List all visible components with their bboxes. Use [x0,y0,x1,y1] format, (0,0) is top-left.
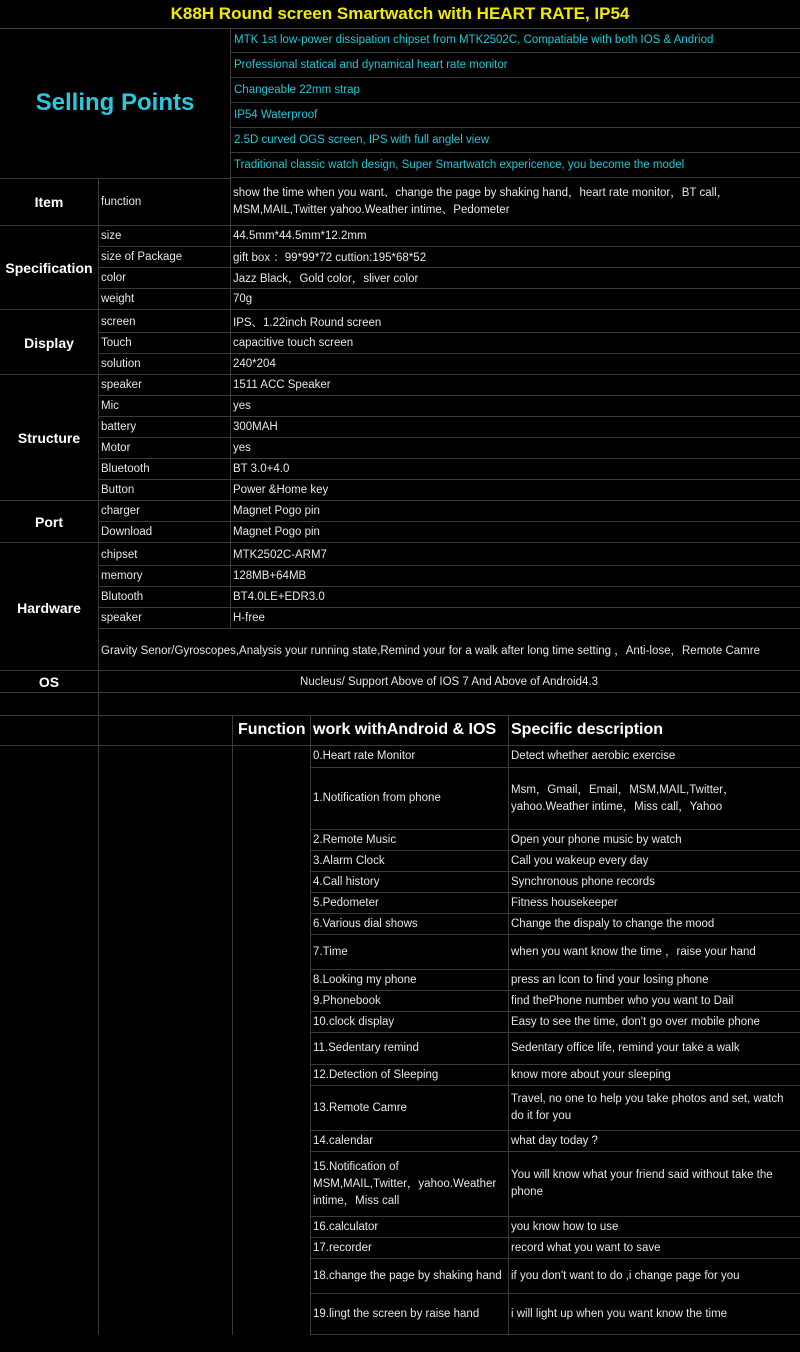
spec-value: Magnet Pogo pin [230,522,800,543]
function-description: you know how to use [508,1217,800,1238]
spec-value: Jazz Black，Gold color，sliver color [230,268,800,289]
spec-value: BT4.0LE+EDR3.0 [230,587,800,608]
spec-category-item: Item [0,178,98,226]
function-description: Detect whether aerobic exercise [508,745,800,768]
selling-point: Changeable 22mm strap [231,78,800,103]
function-description: if you don't want to do ,i change page for you [508,1259,800,1294]
spec-key: charger [98,501,230,522]
spec-category-specification: Specification [0,226,98,310]
spec-value: Magnet Pogo pin [230,501,800,522]
function-description: i will light up when you want know the time [508,1294,800,1335]
spec-key: memory [98,566,230,587]
spec-value: 300MAH [230,417,800,438]
selling-points-label: Selling Points [0,28,230,179]
spec-value: 240*204 [230,354,800,375]
spec-category-os: OS [0,671,98,693]
function-description: Msm，Gmail，Email，MSM,MAIL,Twitter，yahoo.Weather intime，Miss call，Yahoo [508,768,800,830]
selling-point: MTK 1st low-power dissipation chipset from MTK2502C, Compatiable with both IOS & Andriod [231,28,800,53]
spec-key: Motor [98,438,230,459]
function-name: 7.Time [310,935,508,970]
spec-value: 44.5mm*44.5mm*12.2mm [230,226,800,247]
spec-key: Blutooth [98,587,230,608]
function-name: 0.Heart rate Monitor [310,745,508,768]
spec-value: 128MB+64MB [230,566,800,587]
spec-key: chipset [98,545,230,566]
spec-value: capacitive touch screen [230,333,800,354]
spec-key: speaker [98,608,230,629]
spec-value: 1511 ACC Speaker [230,375,800,396]
function-name: 1.Notification from phone [310,768,508,830]
function-name: 17.recorder [310,1238,508,1259]
spec-value: Power &Home key [230,480,800,501]
function-name: 11.Sedentary remind [310,1033,508,1065]
spec-value: yes [230,396,800,417]
spec-value: BT 3.0+4.0 [230,459,800,480]
spec-key: solution [98,354,230,375]
spec-key: Mic [98,396,230,417]
function-name: 3.Alarm Clock [310,851,508,872]
spec-category-display: Display [0,312,98,375]
function-name: 8.Looking my phone [310,970,508,991]
selling-point: Traditional classic watch design, Super Smartwatch expericence, you become the model [231,153,800,178]
spec-key: weight [98,289,230,310]
spec-value: yes [230,438,800,459]
spec-value: 70g [230,289,800,310]
function-description: Call you wakeup every day [508,851,800,872]
function-name: 4.Call history [310,872,508,893]
page-title: K88H Round screen Smartwatch with HEART RATE, IP54 [0,0,800,29]
function-description: Fitness housekeeper [508,893,800,914]
function-description: know more about your sleeping [508,1065,800,1086]
selling-point: IP54 Waterproof [231,103,800,128]
function-description: Easy to see the time, don't go over mobile phone [508,1012,800,1033]
spec-note: Gravity Senor/Gyroscopes,Analysis your running state,Remind your for a walk after long time setting ，Anti-lose，Remote Camre [98,629,800,671]
function-description: Sedentary office life, remind your take a walk [508,1033,800,1065]
description-header: Specific description [511,721,664,738]
spec-value: H-free [230,608,800,629]
function-name: 15.Notification of MSM,MAIL,Twitter，yahoo.Weather intime，Miss call [310,1152,508,1217]
function-name: 5.Pedometer [310,893,508,914]
spec-key: screen [98,312,230,333]
function-description: You will know what your friend said without take the phone [508,1152,800,1217]
function-description: record what you want to save [508,1238,800,1259]
selling-point: 2.5D curved OGS screen, IPS with full anglel view [231,128,800,153]
selling-point: Professional statical and dynamical heart rate monitor [231,53,800,78]
spec-key: color [98,268,230,289]
work-with-header: work withAndroid & IOS [313,721,497,738]
spec-value: IPS、1.22inch Round screen [230,312,800,333]
function-name: 10.clock display [310,1012,508,1033]
function-description: Travel, no one to help you take photos and set, watch do it for you [508,1086,800,1131]
function-name: 13.Remote Camre [310,1086,508,1131]
function-name: 2.Remote Music [310,830,508,851]
spec-key: battery [98,417,230,438]
spec-category-hardware: Hardware [0,545,98,671]
function-description: what day today ? [508,1131,800,1152]
function-name: 9.Phonebook [310,991,508,1012]
spec-key: size of Package [98,247,230,268]
spec-category-structure: Structure [0,375,98,501]
function-description: find thePhone number who you want to Dail [508,991,800,1012]
spec-value: gift box ：99*99*72 cuttion:195*68*52 [230,247,800,268]
spec-key: Download [98,522,230,543]
function-description: when you want know the time ，raise your hand [508,935,800,970]
spec-key: Touch [98,333,230,354]
spec-key: Button [98,480,230,501]
spec-key: size [98,226,230,247]
spec-value: MTK2502C-ARM7 [230,545,800,566]
function-description: Change the dispaly to change the mood [508,914,800,935]
function-name: 14.calendar [310,1131,508,1152]
spec-key: speaker [98,375,230,396]
spec-key: function [98,178,230,226]
spec-key: Bluetooth [98,459,230,480]
function-description: press an Icon to find your losing phone [508,970,800,991]
function-name: 16.calculator [310,1217,508,1238]
function-name: 19.lingt the screen by raise hand [310,1294,508,1335]
function-name: 6.Various dial shows [310,914,508,935]
function-description: Open your phone music by watch [508,830,800,851]
spec-value: show the time when you want、change the page by shaking hand，heart rate monitor，BT call，MSM,MAIL,Twitter yahoo.Weather intime、Pedometer [230,178,800,226]
function-description: Synchronous phone records [508,872,800,893]
function-name: 18.change the page by shaking hand [310,1259,508,1294]
spec-category-port: Port [0,501,98,543]
os-value: Nucleus/ Support Above of IOS 7 And Above of Android4.3 [98,671,800,693]
function-name: 12.Detection of Sleeping [310,1065,508,1086]
function-header: Function [238,721,306,738]
